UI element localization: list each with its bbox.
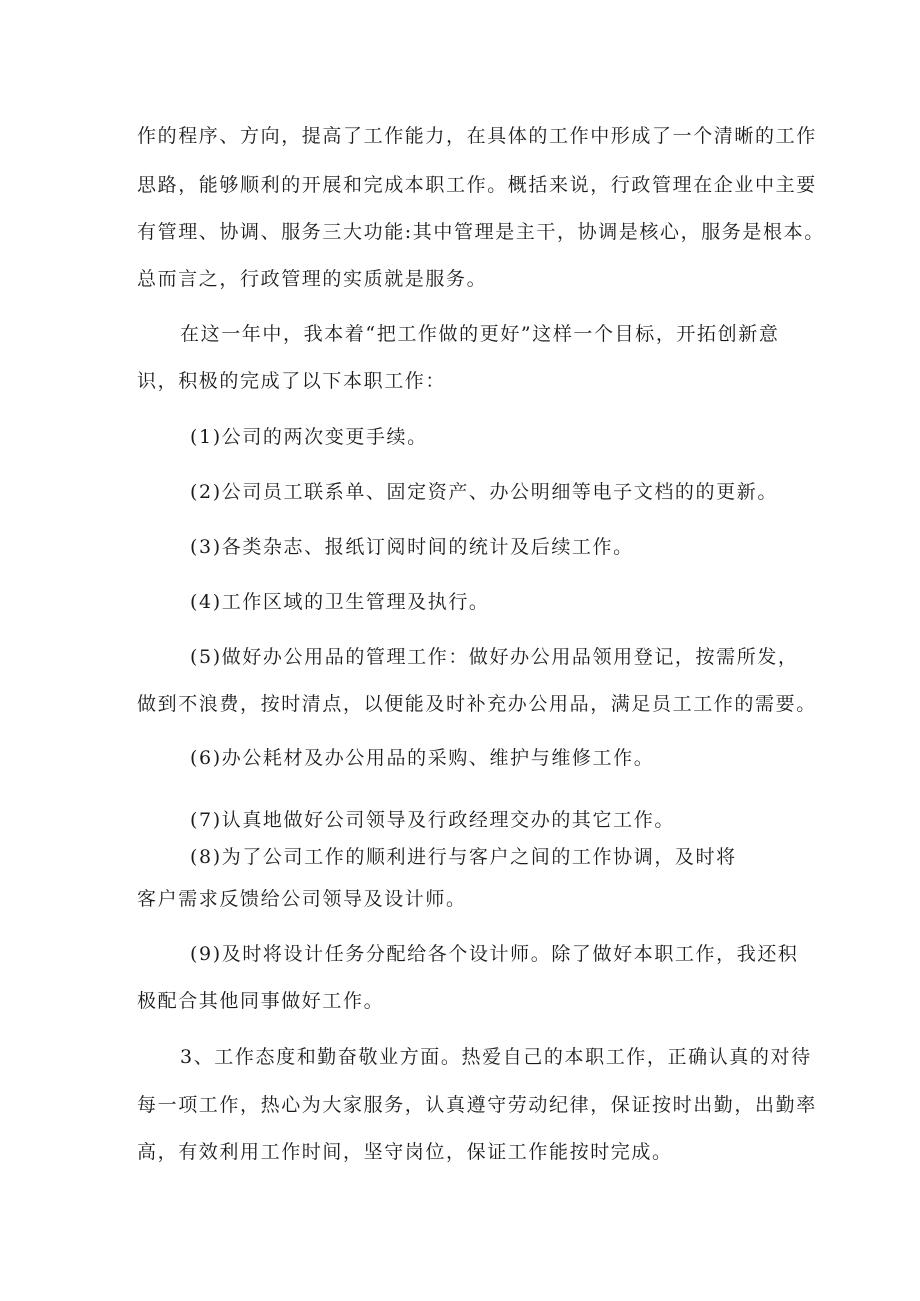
- list-item: (5)做好办公用品的管理工作：做好办公用品领用登记，按需所发，: [190, 646, 799, 668]
- list-item: (4)工作区域的卫生管理及执行。: [190, 591, 490, 613]
- list-item: (8)为了公司工作的顺利进行与客户之间的工作协调，及时将: [190, 846, 737, 868]
- paragraph-line: 识，积极的完成了以下本职工作：: [137, 370, 447, 392]
- paragraph-line: 在这一年中，我本着“把工作做的更好”这样一个目标，开拓创新意: [180, 323, 780, 345]
- paragraph-line: 总而言之，行政管理的实质就是服务。: [137, 268, 488, 290]
- paragraph-line: 作的程序、方向，提高了工作能力，在具体的工作中形成了一个清晰的工作: [137, 125, 817, 147]
- list-item: (6)办公耗材及办公用品的采购、维护与维修工作。: [190, 747, 655, 769]
- paragraph-line: 高，有效利用工作时间，坚守岗位，保证工作能按时完成。: [137, 1141, 673, 1163]
- list-item: (1)公司的两次变更手续。: [190, 426, 428, 448]
- list-item: (9)及时将设计任务分配给各个设计师。除了做好本职工作，我还积: [190, 943, 799, 965]
- list-item: (7)认真地做好公司领导及行政经理交办的其它工作。: [190, 809, 675, 831]
- list-item: (3)各类杂志、报纸订阅时间的统计及后续工作。: [190, 536, 634, 558]
- list-item-continuation: 做到不浪费，按时清点，以便能及时补充办公用品，满足员工工作的需要。: [137, 693, 817, 715]
- paragraph-line: 有管理、协调、服务三大功能:其中管理是主干，协调是核心，服务是根本。: [137, 221, 825, 243]
- list-item-continuation: 极配合其他同事做好工作。: [137, 990, 385, 1012]
- paragraph-line: 3、工作态度和勤奋敬业方面。热爱自己的本职工作，正确认真的对待: [180, 1046, 812, 1068]
- list-item-continuation: 客户需求反馈给公司领导及设计师。: [137, 888, 467, 910]
- list-item: (2)公司员工联系单、固定资产、办公明细等电子文档的的更新。: [190, 481, 778, 503]
- paragraph-line: 思路，能够顺利的开展和完成本职工作。概括来说，行政管理在企业中主要: [137, 174, 817, 196]
- paragraph-line: 每一项工作，热心为大家服务，认真遵守劳动纪律，保证按时出勤，出勤率: [137, 1094, 817, 1116]
